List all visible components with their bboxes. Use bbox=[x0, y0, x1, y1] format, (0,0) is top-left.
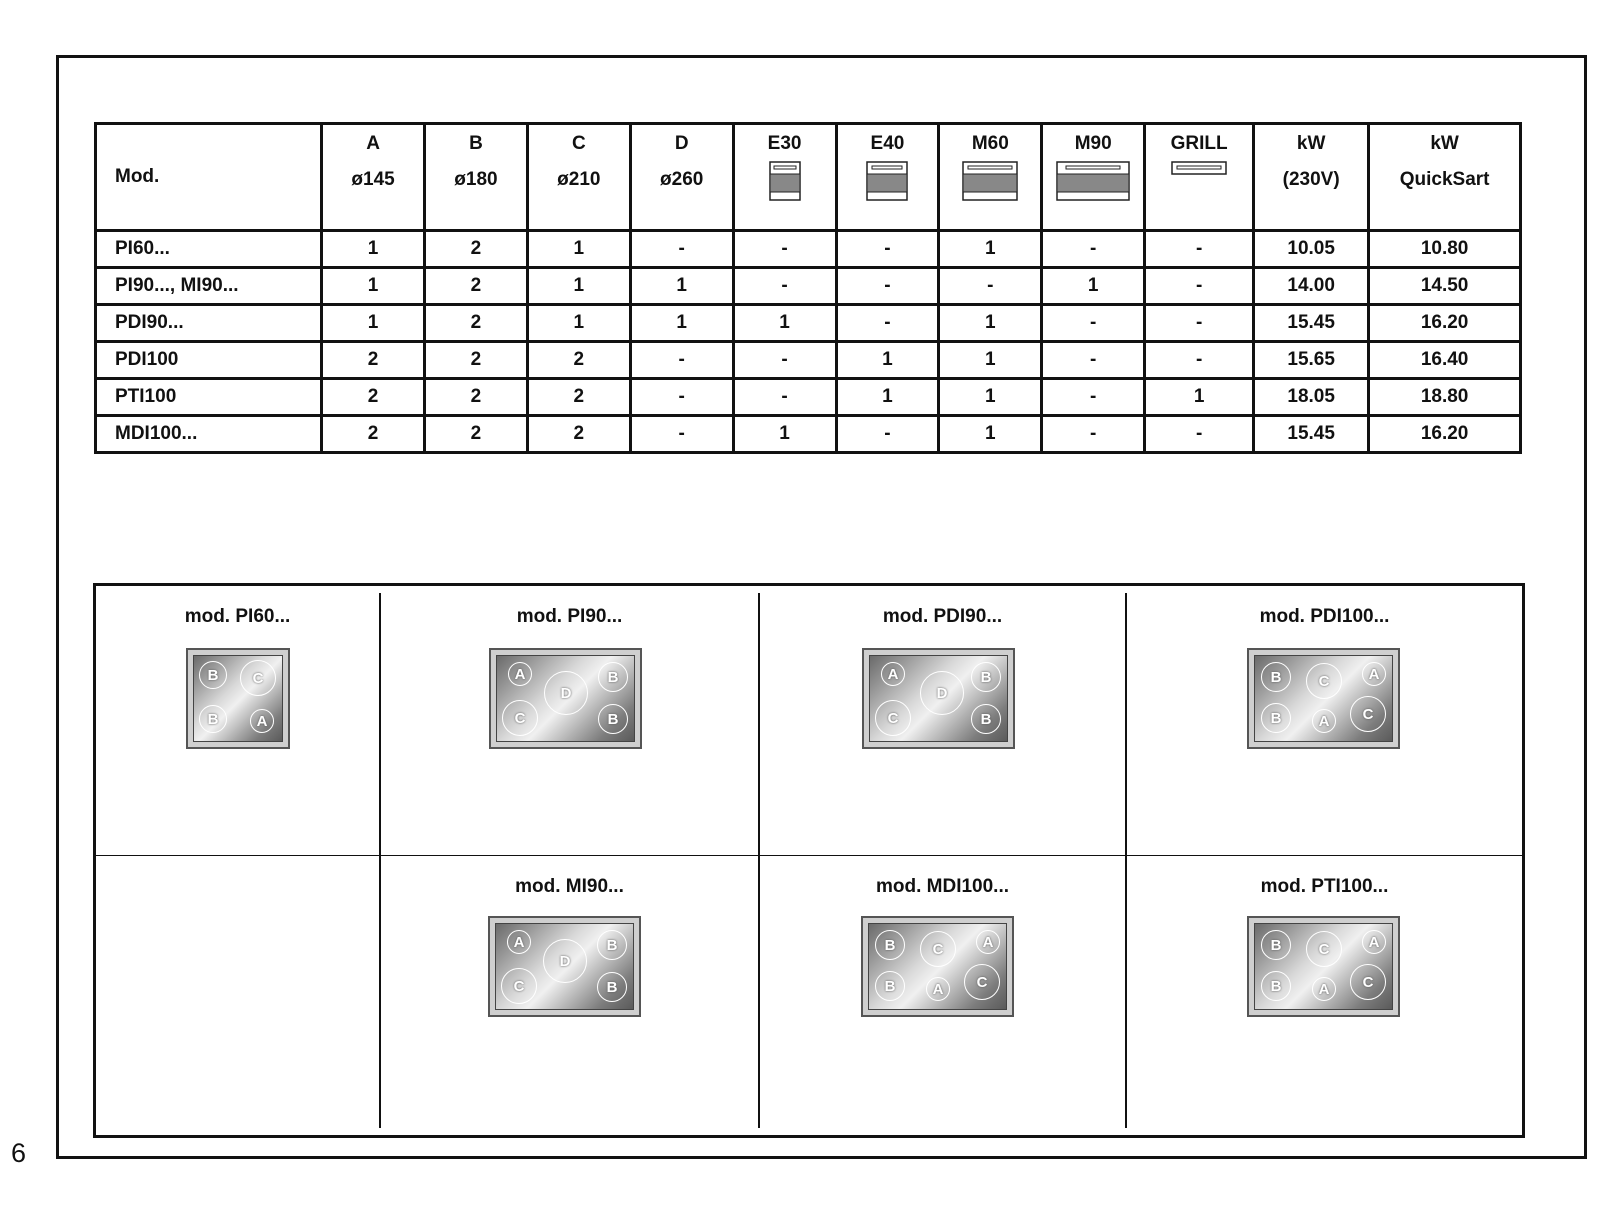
header-m60: M60 bbox=[939, 124, 1042, 231]
zone-b: B bbox=[598, 662, 628, 692]
zone-b: B bbox=[1261, 703, 1291, 733]
zone-c: C bbox=[1306, 931, 1342, 967]
value-cell: - bbox=[1145, 342, 1254, 379]
diagram-title: mod. PI90... bbox=[516, 606, 623, 627]
zone-b: B bbox=[597, 972, 627, 1002]
zone-d: D bbox=[920, 671, 964, 715]
value-cell: - bbox=[939, 268, 1042, 305]
header-e40: E40 bbox=[836, 124, 939, 231]
specifications-table bbox=[94, 122, 1522, 454]
value-cell: 1 bbox=[630, 305, 733, 342]
table-body bbox=[96, 231, 1521, 453]
table-row bbox=[96, 231, 1521, 268]
model-cell: PTI100 bbox=[96, 379, 322, 416]
value-cell: - bbox=[630, 416, 733, 453]
value-cell: 16.20 bbox=[1369, 305, 1521, 342]
value-cell: 2 bbox=[527, 416, 630, 453]
diagram-cell-mdi100 bbox=[760, 856, 1125, 1135]
value-cell: 2 bbox=[425, 231, 528, 268]
diagram-title: mod. MI90... bbox=[515, 876, 624, 897]
value-cell: - bbox=[630, 342, 733, 379]
value-cell: 2 bbox=[527, 379, 630, 416]
value-cell: - bbox=[1042, 231, 1145, 268]
diagram-cell-pti100 bbox=[1127, 856, 1522, 1135]
zone-a: A bbox=[508, 662, 532, 686]
oven-e30-icon bbox=[769, 161, 801, 201]
zone-b: B bbox=[1261, 930, 1291, 960]
diagram-cell-pdi100 bbox=[1127, 586, 1522, 855]
value-cell: 14.00 bbox=[1254, 268, 1369, 305]
zone-c: C bbox=[1306, 663, 1342, 699]
header-d: D ø260 bbox=[630, 124, 733, 231]
zone-b: B bbox=[199, 661, 227, 689]
value-cell: - bbox=[836, 305, 939, 342]
hob-mdi100 bbox=[861, 916, 1014, 1017]
value-cell: 1 bbox=[527, 231, 630, 268]
hob-pdi100 bbox=[1247, 648, 1400, 749]
model-cell: PI60... bbox=[96, 231, 322, 268]
value-cell: 2 bbox=[322, 416, 425, 453]
table-row bbox=[96, 342, 1521, 379]
value-cell: 15.45 bbox=[1254, 305, 1369, 342]
zone-b: B bbox=[597, 930, 627, 960]
value-cell: 18.05 bbox=[1254, 379, 1369, 416]
value-cell: - bbox=[733, 342, 836, 379]
zone-b: B bbox=[1261, 662, 1291, 692]
grill-icon bbox=[1171, 161, 1227, 175]
diagram-cell-pi90 bbox=[381, 586, 758, 855]
value-cell: 2 bbox=[527, 342, 630, 379]
diagram-cell-empty bbox=[96, 856, 379, 1135]
value-cell: - bbox=[733, 231, 836, 268]
diagram-cell-pdi90 bbox=[760, 586, 1125, 855]
value-cell: 1 bbox=[527, 305, 630, 342]
value-cell: 1 bbox=[322, 305, 425, 342]
diagram-title: mod. PDI90... bbox=[882, 606, 1003, 627]
zone-a: A bbox=[881, 662, 905, 686]
value-cell: 2 bbox=[322, 379, 425, 416]
zone-c: C bbox=[964, 964, 1000, 1000]
value-cell: 2 bbox=[322, 342, 425, 379]
header-b: B ø180 bbox=[425, 124, 528, 231]
diagram-title: mod. PDI100... bbox=[1259, 606, 1390, 627]
table-row bbox=[96, 268, 1521, 305]
value-cell: 14.50 bbox=[1369, 268, 1521, 305]
value-cell: - bbox=[1042, 342, 1145, 379]
value-cell: 16.20 bbox=[1369, 416, 1521, 453]
value-cell: - bbox=[1042, 379, 1145, 416]
value-cell: 1 bbox=[527, 268, 630, 305]
zone-a: A bbox=[1312, 709, 1336, 733]
header-m90: M90 bbox=[1042, 124, 1145, 231]
header-kw-quicksart: kW QuickSart bbox=[1369, 124, 1521, 231]
hob-mi90 bbox=[488, 916, 641, 1017]
hob-pi90 bbox=[489, 648, 642, 749]
table-header bbox=[96, 124, 1521, 231]
value-cell: - bbox=[1145, 231, 1254, 268]
value-cell: 15.65 bbox=[1254, 342, 1369, 379]
zone-d: D bbox=[544, 671, 588, 715]
header-e30: E30 bbox=[733, 124, 836, 231]
header-a: A ø145 bbox=[322, 124, 425, 231]
value-cell: 1 bbox=[733, 305, 836, 342]
value-cell: 16.40 bbox=[1369, 342, 1521, 379]
value-cell: - bbox=[836, 416, 939, 453]
zone-c: C bbox=[501, 968, 537, 1004]
table-row bbox=[96, 416, 1521, 453]
oven-m90-icon bbox=[1056, 161, 1130, 201]
zone-b: B bbox=[1261, 971, 1291, 1001]
value-cell: - bbox=[1145, 416, 1254, 453]
value-cell: 1 bbox=[939, 379, 1042, 416]
zone-a: A bbox=[250, 709, 274, 733]
hob-pdi90 bbox=[862, 648, 1015, 749]
value-cell: 18.80 bbox=[1369, 379, 1521, 416]
zone-c: C bbox=[875, 700, 911, 736]
value-cell: 1 bbox=[836, 342, 939, 379]
zone-a: A bbox=[1362, 662, 1386, 686]
value-cell: 1 bbox=[630, 268, 733, 305]
value-cell: 1 bbox=[939, 305, 1042, 342]
zone-a: A bbox=[926, 977, 950, 1001]
model-cell: PDI100 bbox=[96, 342, 322, 379]
value-cell: - bbox=[836, 268, 939, 305]
header-c: C ø210 bbox=[527, 124, 630, 231]
value-cell: 1 bbox=[733, 416, 836, 453]
zone-a: A bbox=[1312, 977, 1336, 1001]
zone-c: C bbox=[502, 700, 538, 736]
zone-c: C bbox=[240, 660, 276, 696]
value-cell: 1 bbox=[322, 268, 425, 305]
value-cell: 2 bbox=[425, 342, 528, 379]
zone-b: B bbox=[971, 662, 1001, 692]
value-cell: 2 bbox=[425, 379, 528, 416]
diagram-title: mod. PI60... bbox=[184, 606, 291, 627]
value-cell: - bbox=[1042, 305, 1145, 342]
value-cell: - bbox=[733, 268, 836, 305]
zone-b: B bbox=[598, 704, 628, 734]
hob-pi60 bbox=[186, 648, 290, 749]
header-kw-230v: kW (230V) bbox=[1254, 124, 1369, 231]
value-cell: - bbox=[630, 379, 733, 416]
diagram-cell-pi60 bbox=[96, 586, 379, 855]
zone-b: B bbox=[971, 704, 1001, 734]
value-cell: - bbox=[733, 379, 836, 416]
header-mod: Mod. bbox=[96, 124, 322, 231]
value-cell: 1 bbox=[836, 379, 939, 416]
table-row bbox=[96, 305, 1521, 342]
value-cell: 1 bbox=[1145, 379, 1254, 416]
value-cell: 2 bbox=[425, 416, 528, 453]
hob-diagram-grid bbox=[93, 583, 1525, 1138]
value-cell: 10.05 bbox=[1254, 231, 1369, 268]
value-cell: - bbox=[1145, 305, 1254, 342]
value-cell: 1 bbox=[1042, 268, 1145, 305]
value-cell: 1 bbox=[322, 231, 425, 268]
zone-a: A bbox=[976, 930, 1000, 954]
zone-c: C bbox=[920, 931, 956, 967]
oven-e40-icon bbox=[866, 161, 908, 201]
model-cell: PDI90... bbox=[96, 305, 322, 342]
value-cell: - bbox=[1042, 416, 1145, 453]
value-cell: 10.80 bbox=[1369, 231, 1521, 268]
zone-b: B bbox=[875, 971, 905, 1001]
diagram-cell-mi90 bbox=[381, 856, 758, 1135]
zone-c: C bbox=[1350, 696, 1386, 732]
value-cell: 2 bbox=[425, 305, 528, 342]
zone-d: D bbox=[543, 939, 587, 983]
oven-m60-icon bbox=[962, 161, 1018, 201]
model-cell: MDI100... bbox=[96, 416, 322, 453]
value-cell: - bbox=[630, 231, 733, 268]
value-cell: 15.45 bbox=[1254, 416, 1369, 453]
value-cell: - bbox=[1145, 268, 1254, 305]
table-row bbox=[96, 379, 1521, 416]
header-grill: GRILL bbox=[1145, 124, 1254, 231]
page-number: 6 bbox=[11, 1138, 27, 1168]
zone-a: A bbox=[1362, 930, 1386, 954]
diagram-title: mod. MDI100... bbox=[875, 876, 1010, 897]
zone-b: B bbox=[875, 930, 905, 960]
value-cell: - bbox=[836, 231, 939, 268]
value-cell: 1 bbox=[939, 416, 1042, 453]
zone-b: B bbox=[199, 705, 227, 733]
value-cell: 1 bbox=[939, 231, 1042, 268]
model-cell: PI90..., MI90... bbox=[96, 268, 322, 305]
zone-a: A bbox=[507, 930, 531, 954]
diagram-title: mod. PTI100... bbox=[1260, 876, 1389, 897]
value-cell: 2 bbox=[425, 268, 528, 305]
zone-c: C bbox=[1350, 964, 1386, 1000]
hob-pti100 bbox=[1247, 916, 1400, 1017]
value-cell: 1 bbox=[939, 342, 1042, 379]
